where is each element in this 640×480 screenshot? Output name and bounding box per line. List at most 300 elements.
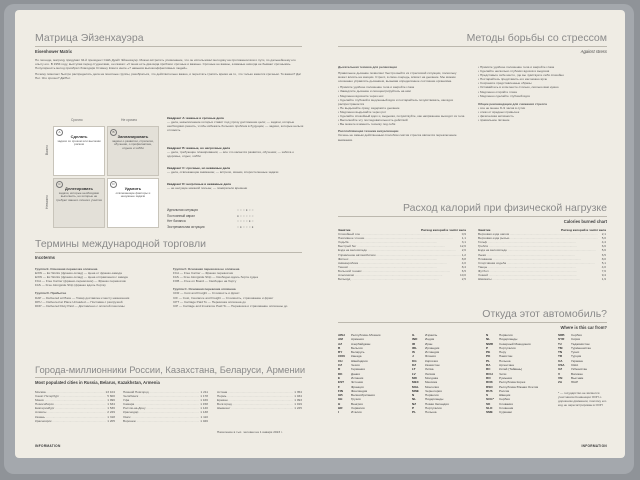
- cities-col-2: [123, 390, 208, 423]
- country: Мексика: [425, 380, 438, 385]
- country: Киргизия: [425, 358, 438, 363]
- incoterm-item: FCA — Free Carrier (франко-перевозчик) — Франко перевозчик: [35, 279, 126, 284]
- incoterm-item: CIP — Carriage and Insurance Paid To — Перевозка и страхование оплачены до: [173, 303, 288, 308]
- city-name: Самара .....: [123, 402, 199, 406]
- cell-title: Запланировать: [117, 134, 149, 139]
- calories-title: Расход калорий при физической нагрузке: [403, 202, 607, 214]
- step-item: • Медленно откройте глаза: [478, 90, 606, 94]
- stress-title: Методы борьбы со стрессом: [466, 32, 607, 44]
- cell-text: задачи, которые необходимо выполнить, но которые не требуют вашего личного участия: [56, 190, 102, 202]
- code: P: [486, 345, 489, 350]
- city-name: Алматы .....: [35, 410, 106, 414]
- country: Германия: [351, 367, 365, 372]
- codes-footnote: * — государство не является участником Конвенции ООН о дорожном движении, поэтому его код не зарегистрирован в ООН: [558, 390, 607, 407]
- calorie-row: [338, 277, 466, 281]
- code: TN: [558, 350, 563, 355]
- code: USA: [558, 363, 565, 368]
- group-head: Группа E. Основная перевозка оплачена: [35, 267, 98, 271]
- activity: Фитнес .....: [338, 257, 461, 261]
- code: PL: [486, 358, 490, 363]
- activity: Пассивное чтение .....: [338, 236, 461, 240]
- code: IRL: [412, 345, 417, 350]
- legend-label: Нет баланса: [167, 219, 186, 223]
- city-name: Новосибирск .....: [35, 402, 106, 406]
- page-footer: INFORMATION: [35, 444, 61, 448]
- code: HR: [338, 406, 343, 411]
- step-item: • Сделайте спокойный вдох и, выдыхая, почувствуйте, как напряжение выходит из тела: [338, 114, 466, 118]
- incoterm-item: DPU — Delivered at Place Unloaded — Поставка с разгрузкой: [35, 299, 123, 304]
- incoterm-item: FAS — Free Alongside Ship (франко вдоль борта): [35, 283, 106, 288]
- country: Республика Южная Осетия: [499, 384, 539, 389]
- city-pop: 1 996: [107, 398, 115, 403]
- code: SME: [486, 410, 493, 415]
- city-pop: 1 166: [200, 398, 208, 403]
- city-pop: 5 600: [107, 394, 115, 399]
- code: IR: [412, 341, 416, 346]
- country: Польша: [499, 358, 511, 363]
- country: Беларусь: [351, 350, 365, 355]
- quadrant-head: Квадрант В: важные, но несрочные дела: [167, 146, 230, 150]
- kcal: 0,9: [461, 232, 466, 237]
- cell-number-badge: C: [56, 181, 63, 188]
- code: BY: [338, 350, 343, 355]
- code: ZA: [558, 380, 563, 385]
- activity: Езда на велосипеде .....: [478, 248, 601, 252]
- cell-title: Сделать: [70, 134, 88, 139]
- country: Китай (Тайвань): [499, 367, 523, 372]
- cell-number-badge: B: [110, 129, 117, 136]
- kcal: 3,1: [461, 240, 466, 245]
- country: Нидерланды: [499, 337, 518, 342]
- kcal: 4,4: [601, 240, 606, 245]
- country: США: [571, 363, 579, 368]
- code: ABH: [338, 333, 345, 337]
- country: Республика Абхазия: [351, 333, 381, 337]
- country: Япония: [425, 354, 436, 359]
- left-page: [15, 10, 320, 458]
- country: Исландия: [425, 350, 440, 355]
- code: TJ: [558, 341, 562, 346]
- country: Швейцария: [351, 358, 368, 363]
- incoterm-item: FAS — Free Alongside Ship — Свободно вдоль борта судна: [173, 275, 258, 280]
- code: AZ: [338, 341, 343, 346]
- recommendation-item: • отказ от вредных привычек: [478, 110, 606, 114]
- country: Украина: [571, 358, 583, 363]
- kcal: 8,0: [601, 256, 606, 261]
- kcal: 5,0: [601, 236, 606, 241]
- technique-head: Расслабляющая техника визуализации: [338, 129, 399, 134]
- incoterm-item: FCA — Free Carrier — Франко перевозчик: [173, 271, 233, 276]
- country: Новая Зеландия: [425, 401, 449, 406]
- code: CH: [338, 358, 343, 363]
- activity: Езда на велосипеде .....: [338, 248, 461, 252]
- code: GE: [338, 397, 343, 402]
- country: Вьетнам: [571, 375, 584, 380]
- incoterm-item: CFR — Cost and Freight — Стоимость и фрахт: [173, 291, 240, 296]
- step-item: • Сохраните представленные образы: [478, 81, 606, 85]
- country: Литва: [425, 367, 434, 372]
- incoterm-item: EXW — Ex Works (франко-склад) — Цена отправления с завода: [35, 275, 128, 280]
- visualization-steps: [478, 65, 606, 98]
- code: NMR: [486, 341, 494, 346]
- activity: Аквааэробика .....: [338, 261, 461, 265]
- country: Хорватия: [351, 406, 365, 411]
- eisenhower-matrix: [45, 118, 161, 232]
- country: Сирия: [571, 337, 581, 342]
- quadrant-description: [167, 116, 307, 132]
- code: SYR: [558, 337, 565, 342]
- city-name: Екатеринбург .....: [35, 406, 106, 410]
- code: N: [412, 393, 415, 398]
- country: Сербия: [571, 333, 582, 337]
- code: SLO: [486, 406, 493, 411]
- quadrant-text: — дела, требующие планирования; — все что касается развития, обучения; — забота о здоровье, отдых, хобби: [167, 150, 294, 159]
- kcal: 9,4: [601, 273, 606, 278]
- cities-col-3: [217, 390, 302, 410]
- code: V: [558, 371, 561, 376]
- kcal: 6,5: [461, 268, 466, 273]
- code: PK: [486, 354, 491, 359]
- country: Туркменистан: [571, 345, 591, 350]
- activity: Теннис .....: [338, 265, 461, 269]
- matrix-cell-plan: [107, 126, 159, 176]
- country: Словения: [499, 406, 514, 411]
- kcal: 2,1: [601, 232, 606, 237]
- city-pop: 1 318: [107, 414, 115, 419]
- cities-title: Города-миллионники России, Казахстана, Беларуси, Армении: [35, 364, 306, 375]
- country: Великобритания: [351, 393, 375, 398]
- code: NL: [486, 337, 491, 342]
- cell-number-badge: D: [110, 181, 117, 188]
- intro-paragraph: По легенде, матрицу придумал 34-й президент США Дуайт Эйзенхауэр. Можно встретить упоминание, что он использовал методику на протяжении всего пути, по дальнейшему его опыту его. В 1954 году, выступая перед студентами, он сказал: «У меня есть два вида проблем: срочные и важные. Срочные не важны, а важные никогда не бывают срочными». Популярность метод приобрёл благодаря Стивену Кови и книге «7 навыков высокоэффективных людей».: [35, 58, 296, 71]
- step-item: • Вы можете изменить технику под себя: [338, 122, 466, 126]
- kcal: 8,4: [461, 264, 466, 269]
- activity: Хоккей .....: [478, 273, 601, 277]
- activity: Спортивная ходьба .....: [478, 261, 601, 265]
- city-pop: 13 104: [105, 390, 115, 394]
- country: Россия: [499, 388, 510, 393]
- technique-text: Оочень не самым действенным способом снятия стресса является переключение внимания.: [338, 133, 457, 142]
- cell-text: задачи о развитии, стратегии, обучении, о профилактике, отдыхе и хобби: [112, 138, 154, 150]
- quadrant-text: — дела, невыполнение которых ставит под угрозу достижение цели; — задачи, которые необходимо решить, чтобы избежать больших проблем в будущем; — задачи, которые нельзя отложить: [167, 120, 304, 133]
- code: SCG*: [486, 397, 494, 402]
- code: E: [338, 375, 341, 380]
- code: B: [338, 345, 341, 350]
- country: Дания: [351, 371, 360, 376]
- code: IND: [412, 337, 418, 342]
- country: Норвегия: [499, 333, 513, 337]
- step-item: • Медленно выдыхайте через рот: [338, 110, 466, 114]
- code: H: [338, 401, 341, 406]
- col-activity-head: Занятие: [338, 228, 351, 232]
- country: Испания: [351, 375, 364, 380]
- city-name: Пермь .....: [217, 394, 293, 398]
- country: Иран: [425, 341, 433, 346]
- city-name: Ростов-на-Дону .....: [123, 406, 199, 410]
- city-name: Красноярск .....: [35, 419, 106, 423]
- step-item: • Медленно сделайте глубокий вдох: [478, 94, 606, 98]
- code: SRB: [558, 333, 565, 337]
- code-row: [412, 410, 482, 414]
- calories-col-1: [338, 228, 466, 281]
- code: IS: [412, 350, 415, 355]
- activity: Верховая езда рысью .....: [478, 236, 601, 240]
- code: TM: [558, 345, 563, 350]
- page-footer: INFORMATION: [581, 444, 607, 448]
- cell-text: отвлекающие факторы и ненужные задачи: [115, 190, 151, 199]
- divider: [338, 322, 607, 323]
- country: Турция: [571, 354, 582, 359]
- activity: Верховая езда шагом .....: [478, 232, 601, 236]
- code: RA: [486, 363, 491, 368]
- kcal: 12,6: [459, 244, 466, 249]
- cities-col-1: [35, 390, 115, 423]
- activity: Гребля .....: [478, 244, 601, 248]
- code: RSO: [486, 384, 493, 389]
- kcal: 6,5: [601, 252, 606, 257]
- city-name: Минск .....: [35, 398, 106, 402]
- country: Франция: [351, 384, 364, 389]
- city-name: Санкт-Петербург .....: [35, 394, 106, 398]
- quadrant-description: [167, 166, 307, 174]
- codes-col-1: [338, 333, 408, 415]
- step-item: • Сделайте глубокий и медленный вдох и постарайтесь почувствовать, как вдох распространяется: [338, 98, 466, 106]
- country: Тунис: [571, 350, 580, 355]
- city-name: Москва .....: [35, 390, 105, 394]
- city-name: Нижний Новгород .....: [123, 390, 199, 394]
- legend-dots: ●○○○○○: [237, 213, 255, 218]
- code: GB: [338, 393, 343, 398]
- quadrant-text: — не несущие никакой пользы; — пожиратели времени: [167, 186, 248, 191]
- cars-title: Откуда этот автомобиль?: [482, 308, 607, 320]
- axis-urgent: Срочно: [71, 118, 83, 122]
- country: Суринам: [499, 410, 512, 415]
- step-item: • Замедлите дыхание и сконцентрируйтесь на нём: [338, 89, 466, 93]
- stress-col-2: [478, 65, 606, 122]
- codes-col-2: [412, 333, 482, 415]
- code: PL: [412, 410, 416, 415]
- incoterm-item: DAP — Delivered at Place — Товар доставлен к месту назначения: [35, 295, 130, 300]
- code: MNE: [412, 388, 419, 393]
- code: MEX: [412, 380, 419, 385]
- country: Ватикан: [571, 371, 583, 376]
- kcal: 4,0: [601, 264, 606, 269]
- col-value-head: Расход калорий в час/кг веса: [561, 228, 606, 232]
- legend-dots: ○●○○○●: [237, 224, 255, 229]
- activity: Управление автомобилем .....: [338, 253, 461, 257]
- codes-col-3: [486, 333, 551, 415]
- country: Индия: [425, 337, 435, 342]
- kcal: 2,6: [461, 248, 466, 253]
- group-head: Группа F. Основная перевозка не оплачена: [173, 267, 240, 271]
- recommendation-item: • правильное питание: [478, 118, 606, 122]
- quadrant-head: Квадрант D: несрочные и неважные дела: [167, 182, 231, 186]
- city-name: Воронеж .....: [123, 419, 199, 423]
- group-head: Группа D. Прибытие: [35, 291, 67, 296]
- cell-number-badge: A: [56, 129, 63, 136]
- country: Азербайджан: [351, 341, 371, 346]
- code: CZ: [338, 363, 343, 368]
- code: ROK: [486, 380, 493, 385]
- country: Португалия: [499, 345, 516, 350]
- country: Молдова: [425, 375, 438, 380]
- country: Финляндия: [351, 388, 368, 393]
- activity: Большой теннис .....: [338, 269, 461, 273]
- matrix-legend: [167, 208, 307, 230]
- city-name: Астана .....: [217, 390, 293, 394]
- eisenhower-subtitle: Eisenhower Matrix: [35, 49, 73, 54]
- city-pop: 1 205: [107, 418, 115, 423]
- city-row: [217, 406, 302, 410]
- incoterm-item: CPT — Carriage Paid To — Перевозка оплачена до: [173, 299, 246, 304]
- country: Армения: [351, 337, 364, 342]
- activity: Футбол .....: [478, 269, 601, 273]
- technique-intro: Правильное дыхание позволяет быстро выйти из стрессовой ситуации, поскольку может влиять на эмоции. Стресс, в свою очередь, влияет на дыхание. Мы можем осознанно управлять дыханием, вызывая определённое состояние организма.: [338, 71, 457, 84]
- country: Черногория: [425, 388, 442, 393]
- code-row: [486, 410, 551, 414]
- divider: [338, 216, 607, 217]
- code: FIN: [338, 388, 343, 393]
- legend-dots: ○○○●○○: [237, 208, 255, 212]
- code: NZ: [412, 401, 417, 406]
- calorie-row: [478, 277, 606, 281]
- code: UA: [558, 358, 563, 363]
- country: Венгрия: [351, 401, 363, 406]
- code: P: [412, 406, 415, 411]
- code: D: [338, 367, 341, 372]
- code: AM: [338, 337, 343, 342]
- city-name: Шымкент .....: [217, 406, 293, 410]
- step-item: • Примите удобное положение тела и закройте глаза: [478, 65, 606, 69]
- codes-col-4: [558, 333, 613, 407]
- country: Польша: [425, 410, 437, 415]
- country: Таджикистан: [571, 341, 590, 346]
- cars-subtitle: Where is this car from?: [560, 325, 607, 330]
- legend-row: [167, 225, 307, 231]
- code: MGL: [412, 384, 419, 389]
- city-name: Челябинск .....: [123, 394, 199, 398]
- code: MD: [412, 375, 417, 380]
- matrix-cell-do: [53, 126, 105, 176]
- divider: [338, 46, 607, 47]
- country: Республика Корея: [499, 380, 526, 385]
- code: RO: [486, 375, 491, 380]
- country: Аргентина: [499, 363, 514, 368]
- code: KG: [412, 358, 417, 363]
- city-name: Казань .....: [35, 415, 106, 419]
- divider: [35, 46, 302, 47]
- recommendation-item: • сон не менее 8–9 часов в сутки: [478, 106, 606, 110]
- incoterms-subtitle: Incoterms: [35, 255, 56, 260]
- country: Латвия: [425, 371, 436, 376]
- quadrant-head: Квадрант С: срочные, но неважные дела: [167, 166, 231, 170]
- activity: Бильярд .....: [338, 277, 461, 281]
- incoterms-col-right: [173, 267, 303, 308]
- country: Словакия: [499, 401, 513, 406]
- code: IL: [412, 333, 415, 337]
- city-name: Уфа .....: [123, 398, 199, 402]
- group-head: Группа C. Основная перевозка оплачена: [173, 287, 236, 292]
- city-pop: 1 046: [200, 418, 208, 423]
- cell-title: Делегировать: [65, 186, 93, 191]
- country: Израиль: [425, 333, 438, 337]
- country: Сербия: [499, 397, 510, 402]
- matrix-cell-delete: [107, 178, 159, 228]
- cell-title: Удалить: [124, 186, 142, 191]
- step-item: • Представьте себе место, где вы чувствуете себя спокойно: [478, 73, 606, 77]
- step-item: • Оставайтесь в этом месте столько, сколько вам нужно: [478, 85, 606, 89]
- country: Казахстан: [425, 363, 440, 368]
- city-row: [123, 419, 208, 423]
- country: Канада: [351, 354, 362, 359]
- stress-col-1: [338, 65, 466, 142]
- city-name: Краснодар .....: [123, 410, 199, 414]
- code: NL: [412, 397, 417, 402]
- city-pop: 1 093: [294, 398, 302, 403]
- code: VN: [558, 375, 563, 380]
- city-pop: 1 225: [294, 406, 302, 411]
- code: LV: [412, 371, 416, 376]
- legend-label: Постоянный аврал: [167, 213, 195, 218]
- country: Монголия: [425, 384, 439, 389]
- code-row: [338, 410, 408, 414]
- step-item: • Постарайтесь представить его как можно ярче: [478, 77, 606, 81]
- code-row: [558, 380, 613, 384]
- country: Бельгия: [351, 345, 363, 350]
- code: DK: [338, 371, 343, 376]
- code: LT: [412, 367, 416, 372]
- code: N: [486, 333, 489, 337]
- kcal: 2,5: [461, 277, 466, 282]
- country: Ирландия: [425, 345, 440, 350]
- legend-dots: ○○○○●○: [237, 219, 255, 223]
- country: Португалия: [425, 406, 442, 411]
- cell-text: задачи со сроком или высоким риском: [57, 138, 101, 147]
- city-pop: 2 229: [107, 410, 115, 415]
- divider: [35, 252, 302, 253]
- country: Норвегия: [425, 393, 439, 398]
- country: Чили: [499, 371, 507, 376]
- intro-paragraph-2: Почему помогает быстро распределять дела на понятные группы, разобраться, что действительно важно, и перестать тратить время на то, что только кажется срочным. То важно? Да/Нет. Это срочно? Да/Нет.: [35, 71, 301, 80]
- country: Эстония: [351, 380, 363, 385]
- quadrant-description: [167, 146, 307, 158]
- col-activity-head: Занятие: [478, 228, 491, 232]
- code: PE: [486, 350, 491, 355]
- step-item: • Медленно вдохните через нос: [338, 94, 466, 98]
- kcal: 4,0: [461, 260, 466, 265]
- country: Северный Македония: [499, 341, 531, 346]
- country: ЮАР: [571, 380, 579, 385]
- city-pop: 1 019: [294, 402, 302, 407]
- recommendations-head: Общие рекомендации для снижения стресса: [478, 101, 547, 106]
- country: Грузия: [351, 397, 361, 402]
- country: Чехия: [351, 363, 360, 368]
- code: RUS: [486, 388, 493, 393]
- activity: Альпинизм .....: [338, 273, 459, 277]
- col-value-head: Расход калорий в час/кг веса: [421, 228, 466, 232]
- kcal: 5,6: [601, 248, 606, 253]
- city-pop: 1 354: [294, 390, 302, 394]
- city-pop: 1 211: [200, 390, 208, 394]
- axis-important: Важно: [45, 144, 50, 156]
- divider: [35, 377, 302, 378]
- incoterm-item: DDP — Delivered Duty Paid — Доставлено с оплатой пошлины: [35, 303, 125, 308]
- kcal: 1,1: [461, 236, 466, 241]
- city-pop: 1 110: [200, 414, 208, 419]
- city-name: Волгоград .....: [217, 402, 293, 406]
- legend-label: Идеальная ситуация: [167, 208, 198, 212]
- cities-subtitle: Most populated cities in Russia, Belarus, Kazakhstan, Armenia: [35, 380, 160, 385]
